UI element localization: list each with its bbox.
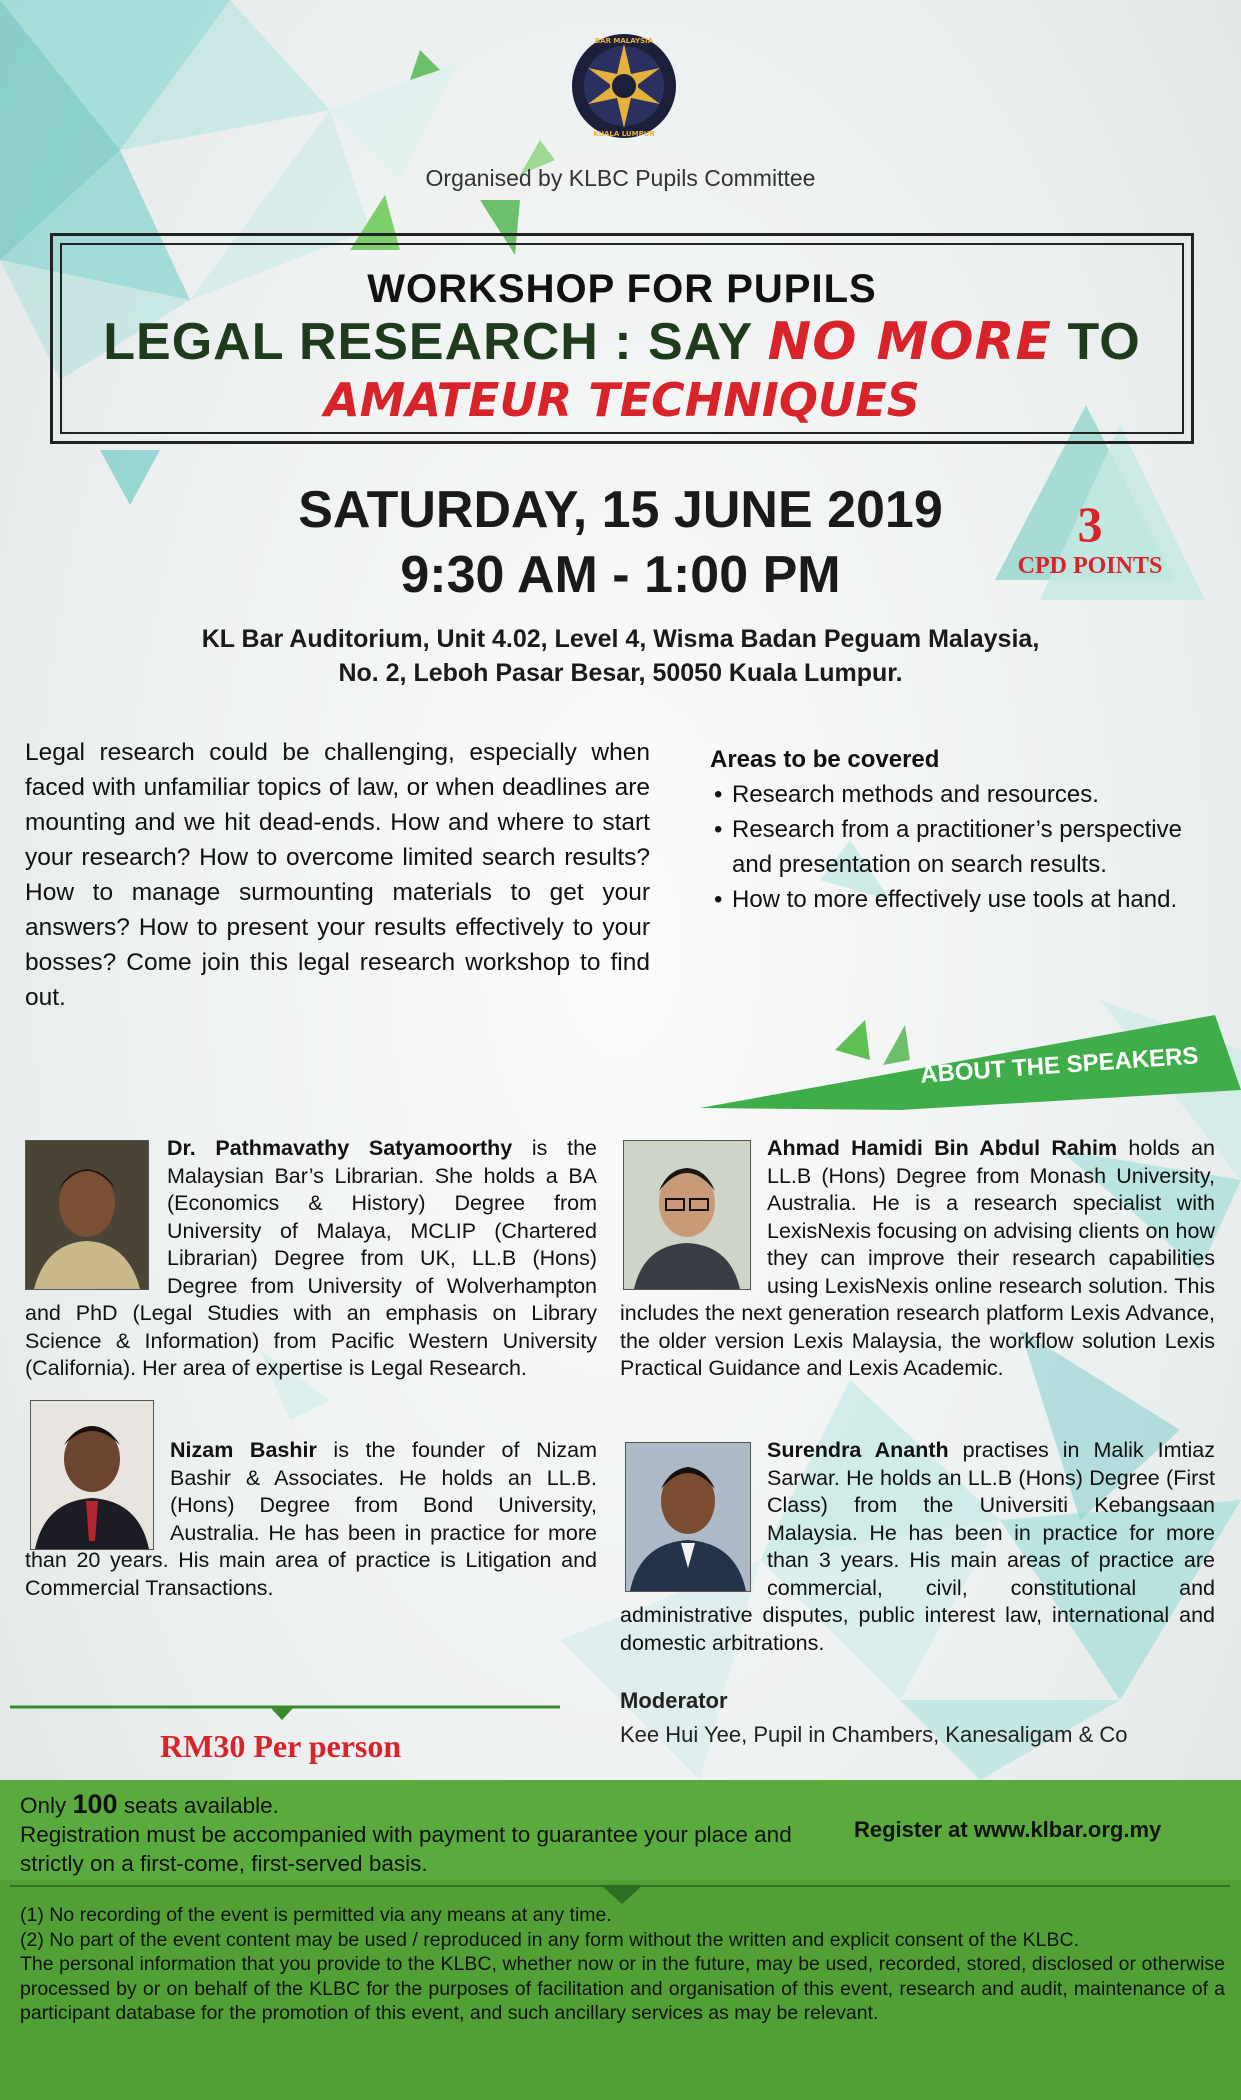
list-item: • Research methods and resources. xyxy=(710,777,1190,812)
speaker-bio: Nizam Bashir is the founder of Nizam Bashir & Associates. He holds an LL.B. (Hons) Degree from Bond University, Australia. He has been in practice for more than 20 years. His main area of practice is Litigation and Commercial Transactions. xyxy=(25,1438,597,1600)
cpd-label: CPD POINTS xyxy=(1017,553,1163,579)
workshop-heading: WORKSHOP FOR PUPILS xyxy=(367,267,877,311)
svg-text:KUALA LUMPUR: KUALA LUMPUR xyxy=(593,130,655,138)
workshop-title-emphasis: AMATEUR TECHNIQUES xyxy=(324,373,920,427)
workshop-title-line: LEGAL RESEARCH : SAY NO MORE TO xyxy=(103,312,1141,372)
price-label: RM30 Per person xyxy=(160,1728,402,1764)
seats-count: 100 xyxy=(72,1789,118,1819)
cpd-number: 3 xyxy=(1077,496,1103,552)
speaker-bio: Dr. Pathmavathy Satyamoorthy is the Malaysian Bar’s Librarian. She holds a BA (Economics & History) Degree from University of Malaya, MCLIP (Chartered Librarian) Degree from UK, LL.B (Hons) Degree from University of Wolverhampton and PhD (Legal Studies with an emphasis on Library Science & Information) from Pacific Western University (California). Her area of expertise is Legal Research. xyxy=(25,1136,597,1380)
moderator-name: Kee Hui Yee, Pupil in Chambers, Kanesaligam & Co xyxy=(620,1722,1128,1747)
speaker-name: Surendra Ananth xyxy=(767,1438,949,1462)
event-venue: KL Bar Auditorium, Unit 4.02, Level 4, Wisma Badan Peguam Malaysia, No. 2, Leboh Pasar Besar, 50050 Kuala Lumpur. xyxy=(201,625,1040,687)
areas-heading: Areas to be covered xyxy=(710,746,940,773)
klbc-logo xyxy=(568,30,680,142)
event-time: 9:30 AM - 1:00 PM xyxy=(400,546,841,604)
speaker-name: Dr. Pathmavathy Satyamoorthy xyxy=(167,1136,513,1160)
speaker-bio: Ahmad Hamidi Bin Abdul Rahim holds an LL.B (Hons) Degree from Monash University, Australia. He is a research specialist with LexisNexis focusing on advising clients on how they can improve their research capabilities using LexisNexis online research solution. This includes the next generation research platform Lexis Advance, the older version Lexis Malaysia, the workflow solution Lexis Practical Guidance and Lexis Academic. xyxy=(620,1136,1215,1380)
list-item: • Research from a practitioner’s perspective and presentation on search results. xyxy=(710,812,1190,882)
event-date: SATURDAY, 15 JUNE 2019 xyxy=(298,481,943,539)
seats-info: Only 100 seats available. Registration must be accompanied with payment to guarantee your place and strictly on a first-come, first-served basis. xyxy=(20,1789,792,1876)
about-speakers-label: ABOUT THE SPEAKERS xyxy=(919,1042,1200,1089)
title-frame xyxy=(50,233,1194,444)
register-link[interactable]: Register at www.klbar.org.my xyxy=(854,1817,1162,1842)
list-item: • How to more effectively use tools at hand. xyxy=(710,882,1190,917)
svg-text:BAR MALAYSIA: BAR MALAYSIA xyxy=(594,37,654,45)
speaker-name: Nizam Bashir xyxy=(170,1438,317,1462)
intro-paragraph: Legal research could be challenging, especially when faced with unfamiliar topics of law, or when deadlines are mounting and we hit dead-ends. How and where to start your research? How to overcome limited search results? How to manage surmounting materials to get your answers? How to present your results effectively to your bosses? Come join this legal research workshop to find out. xyxy=(25,739,650,1011)
speaker-bio: Surendra Ananth practises in Malik Imtiaz Sarwar. He holds an LL.B (Hons) Degree (First Class) from the Universiti Kebangsaan Malaysia. He has been in practice for more than 3 years. His main areas of practice are commercial, civil, constitutional and administrative disputes, public interest law, international and domestic arbitrations. xyxy=(620,1438,1216,1655)
terms-text: (1) No recording of the event is permitted via any means at any time. (2) No part of the event content may be used / reproduced in any form without the written and explicit consent of the KLBC. The personal information that you provide to the KLBC, whether now or in the future, may be used, recorded, stored, disclosed or otherwise processed by or on behalf of the KLBC for the purposes of facilitation and organisation of this event, research and audit, maintenance of a participant database for the promotion of this event, and such ancillary services as may be relevant. xyxy=(20,1904,1225,2024)
speaker-name: Ahmad Hamidi Bin Abdul Rahim xyxy=(767,1136,1118,1160)
title-highlight: NO MORE xyxy=(767,312,1053,372)
moderator-heading: Moderator xyxy=(620,1688,728,1713)
areas-covered xyxy=(710,742,1190,917)
organiser-line: Organised by KLBC Pupils Committee xyxy=(425,165,816,191)
